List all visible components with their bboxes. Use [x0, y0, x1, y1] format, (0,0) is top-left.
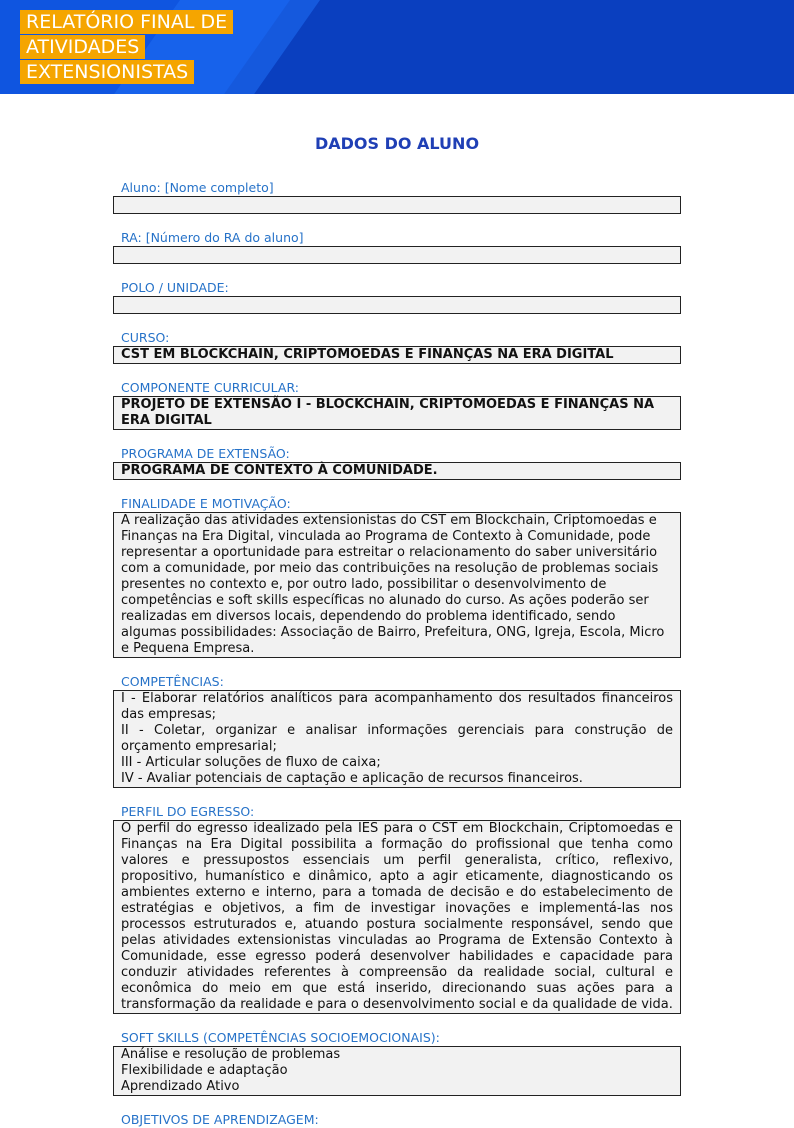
componente-label: COMPONENTE CURRICULAR:	[121, 380, 299, 395]
report-title-line: EXTENSIONISTAS	[20, 60, 194, 84]
soft-skill-item: Flexibilidade e adaptação	[121, 1063, 288, 1078]
soft-skill-item: Análise e resolução de problemas	[121, 1047, 341, 1062]
soft-skills-section	[113, 1030, 681, 1096]
programa-field: PROGRAMA DE CONTEXTO À COMUNIDADE.	[113, 462, 681, 480]
competencia-item: III - Articular soluções de fluxo de caixa;	[121, 755, 381, 770]
perfil-text: O perfil do egresso idealizado pela IES para o CST em Blockchain, Criptomoedas e Finanças na Era Digital possibilita a formação do profissional que tenha como valores e pressupostos essenciais um perfil generalista, crítico, reflexivo, propositivo, humanístico e dinâmico, apto a agir eticamente, diagnosticando os ambientes externo e interno, para a tomada de decisão e do estabelecimento de estratégias e objetivos, a fim de investigar inovações e implementá-las nos processos estruturados e, atuando postura socialmente responsável, sendo que pelas atividades extensionistas vinculadas ao Programa de Extensão Contexto à Comunidade, esse egresso poderá desenvolver habilidades e capacidade para conduzir atividades referentes à compreensão da realidade social, cultural e econômica do meio em que está inserido, direcionando suas ações para a transformação da realidade e para o desenvolvimento social e da qualidade de vida.	[113, 820, 681, 1014]
componente-field: PROJETO DE EXTENSÃO I - BLOCKCHAIN, CRIPTOMOEDAS E FINANÇAS NA ERA DIGITAL	[113, 396, 681, 430]
report-title-line: ATIVIDADES	[20, 35, 145, 59]
competencias-list	[113, 690, 681, 788]
finalidade-text: A realização das atividades extensionistas do CST em Blockchain, Criptomoedas e Finanças na Era Digital, vinculada ao Programa de Contexto à Comunidade, pode representar a oportunidade para estreitar o relacionamento do saber universitário com a comunidade, por meio das contribuições na resolução de problemas sociais presentes no contexto e, por outro lado, possibilitar o desenvolvimento de competências e soft skills específicas no alunado do curso. As ações poderão ser realizadas em diversos locais, dependendo do problema identificado, sendo algumas possibilidades: Associação de Bairro, Prefeitura, ONG, Igreja, Escola, Micro e Pequena Empresa.	[113, 512, 681, 658]
ra-section	[113, 230, 681, 264]
perfil-section	[113, 804, 681, 1014]
competencias-section	[113, 674, 681, 788]
soft-skill-item: Aprendizado Ativo	[121, 1079, 240, 1094]
competencia-item: II - Coletar, organizar e analisar informações gerenciais para construção de orçamento empresarial;	[121, 723, 673, 754]
competencia-item: I - Elaborar relatórios analíticos para acompanhamento dos resultados financeiros das empresas;	[121, 691, 673, 722]
polo-field[interactable]	[113, 296, 681, 314]
report-title	[20, 10, 233, 85]
curso-field: CST EM BLOCKCHAIN, CRIPTOMOEDAS E FINANÇAS NA ERA DIGITAL	[113, 346, 681, 364]
programa-label: PROGRAMA DE EXTENSÃO:	[121, 446, 290, 461]
curso-section	[113, 330, 681, 364]
ra-field[interactable]	[113, 246, 681, 264]
header-banner	[0, 0, 794, 94]
polo-section	[113, 280, 681, 314]
finalidade-section	[113, 496, 681, 658]
curso-label: CURSO:	[121, 330, 170, 345]
polo-label: POLO / UNIDADE:	[121, 280, 229, 295]
perfil-label: PERFIL DO EGRESSO:	[121, 804, 255, 819]
soft-skills-label: SOFT SKILLS (COMPETÊNCIAS SOCIOEMOCIONAIS):	[121, 1030, 440, 1045]
objetivos-section	[113, 1112, 681, 1128]
programa-section	[113, 446, 681, 480]
ra-label: RA: [Número do RA do aluno]	[121, 230, 304, 245]
competencias-label: COMPETÊNCIAS:	[121, 674, 224, 689]
componente-section	[113, 380, 681, 430]
competencia-item: IV - Avaliar potenciais de captação e aplicação de recursos financeiros.	[121, 771, 583, 786]
objetivos-label: OBJETIVOS DE APRENDIZAGEM:	[121, 1112, 319, 1127]
report-title-line: RELATÓRIO FINAL DE	[20, 10, 233, 34]
aluno-section	[113, 180, 681, 214]
page-title: DADOS DO ALUNO	[314, 134, 480, 153]
student-data-form	[113, 180, 681, 1128]
aluno-field[interactable]	[113, 196, 681, 214]
soft-skills-list	[113, 1046, 681, 1096]
finalidade-label: FINALIDADE E MOTIVAÇÃO:	[121, 496, 291, 511]
aluno-label: Aluno: [Nome completo]	[121, 180, 274, 195]
